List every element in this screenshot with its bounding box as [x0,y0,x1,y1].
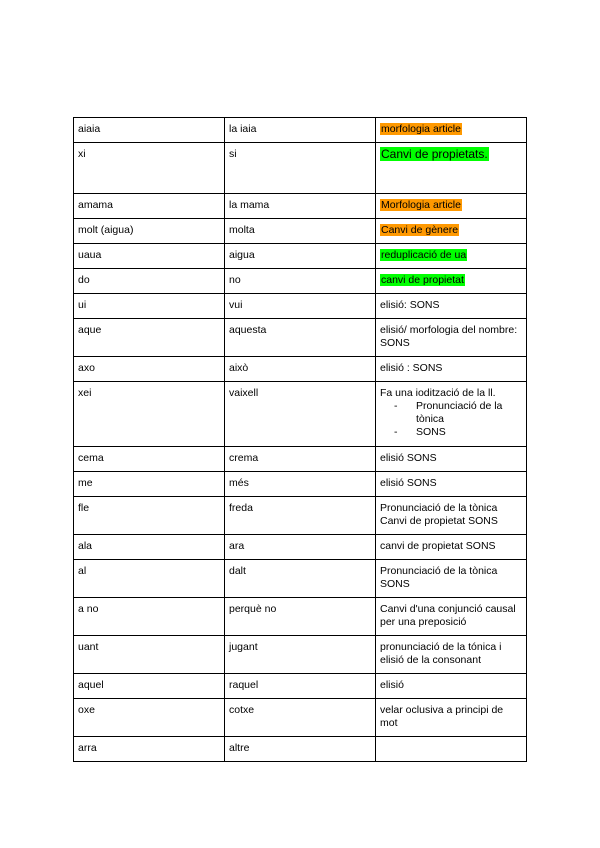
target-word-cell: dalt [225,560,376,598]
note-text: velar oclusiva a principi de mot [380,704,504,729]
note-text: Pronunciació de la tònica SONS [380,565,498,590]
said-word-cell: uaua [74,244,225,269]
target-word-cell: vui [225,294,376,319]
target-word-cell: això [225,357,376,382]
table-row [74,194,527,219]
target-word-cell: cotxe [225,699,376,737]
target-word-cell: més [225,472,376,497]
note-text: Pronunciació de la tònica [380,502,498,514]
said-word-cell: do [74,269,225,294]
note-sublist-item: - SONS [394,426,521,439]
note-text: elisió SONS [380,477,437,489]
note-cell [376,294,527,319]
table-row [74,244,527,269]
target-word-cell: molta [225,219,376,244]
said-word-cell: cema [74,447,225,472]
note-sublist-item: - Pronunciació de la tònica [394,400,521,426]
note-text: elisió [380,679,404,691]
table-row [74,497,527,535]
highlighted-note: canvi de propietat [381,274,464,286]
note-cell [376,598,527,636]
target-word-cell: aigua [225,244,376,269]
note-cell [376,219,527,244]
table-row [74,118,527,143]
note-sublist [380,400,521,439]
note-cell [376,699,527,737]
note-cell [376,357,527,382]
note-text: elisió: SONS [380,299,440,311]
target-word-cell: freda [225,497,376,535]
note-cell [376,560,527,598]
target-word-cell: perquè no [225,598,376,636]
note-cell [376,497,527,535]
note-cell [376,269,527,294]
said-word-cell: xei [74,382,225,447]
target-word-cell: aquesta [225,319,376,357]
target-word-cell: no [225,269,376,294]
note-cell [376,118,527,143]
note-text: elisió/ morfologia del nombre: SONS [380,324,518,349]
table-row [74,447,527,472]
note-cell [376,319,527,357]
said-word-cell: aque [74,319,225,357]
said-word-cell: axo [74,357,225,382]
said-word-cell: molt (aigua) [74,219,225,244]
note-cell [376,737,527,762]
table-row [74,699,527,737]
table-row [74,357,527,382]
table-row [74,143,527,194]
note-cell [376,143,527,194]
table-row [74,269,527,294]
note-text: pronunciació de la tónica i elisió de la consonant [380,641,502,666]
note-cell [376,447,527,472]
target-word-cell: ara [225,535,376,560]
note-text: elisió SONS [380,452,437,464]
table-row [74,535,527,560]
table-row [74,382,527,447]
highlighted-note: Morfologia article [381,199,461,211]
said-word-cell: ala [74,535,225,560]
said-word-cell: fle [74,497,225,535]
note-cell [376,472,527,497]
said-word-cell: uant [74,636,225,674]
note-text-line2: Canvi de propietat SONS [380,515,498,527]
highlighted-note: Canvi de gènere [381,224,459,236]
table-row [74,294,527,319]
target-word-cell: crema [225,447,376,472]
highlighted-note: reduplicació de ua [381,249,467,261]
target-word-cell: jugant [225,636,376,674]
highlighted-note: Canvi de propietats. [381,147,488,161]
said-word-cell: amama [74,194,225,219]
table-row [74,737,527,762]
said-word-cell: xi [74,143,225,194]
note-text: Fa una iodització de la ll. [380,387,496,399]
said-word-cell: a no [74,598,225,636]
target-word-cell: altre [225,737,376,762]
table-row [74,472,527,497]
said-word-cell: aiaia [74,118,225,143]
said-word-cell: ui [74,294,225,319]
note-cell [376,382,527,447]
table-row [74,219,527,244]
said-word-cell: oxe [74,699,225,737]
target-word-cell: la iaia [225,118,376,143]
note-cell [376,535,527,560]
said-word-cell: arra [74,737,225,762]
note-cell [376,636,527,674]
target-word-cell: la mama [225,194,376,219]
target-word-cell: raquel [225,674,376,699]
note-cell [376,244,527,269]
note-cell [376,194,527,219]
table-row [74,674,527,699]
table-row [74,319,527,357]
target-word-cell: si [225,143,376,194]
note-text: Canvi d'una conjunció causal per una preposició [380,603,516,628]
said-word-cell: me [74,472,225,497]
said-word-cell: al [74,560,225,598]
table-row [74,560,527,598]
highlighted-note: morfologia article [381,123,461,135]
said-word-cell: aquel [74,674,225,699]
transcription-table [73,117,527,762]
note-text: elisió : SONS [380,362,443,374]
note-text: canvi de propietat SONS [380,540,496,552]
note-cell [376,674,527,699]
target-word-cell: vaixell [225,382,376,447]
table-row [74,636,527,674]
table-row [74,598,527,636]
